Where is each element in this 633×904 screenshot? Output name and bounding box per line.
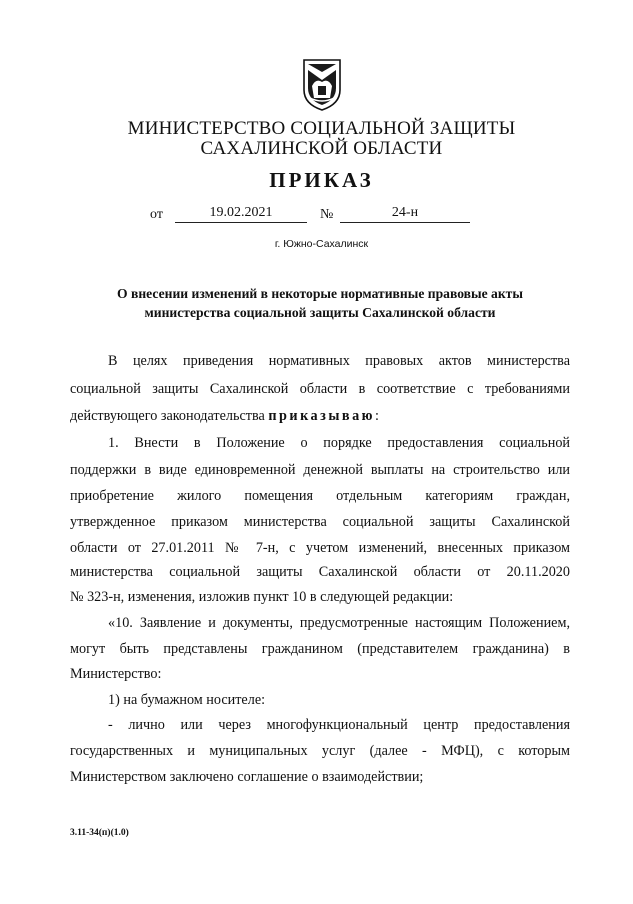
date-number-line [150, 205, 480, 227]
p4-line1: 1) на бумажном носителе: [108, 692, 266, 708]
ministry-name-line2: САХАЛИНСКОЙ ОБЛАСТИ [200, 138, 443, 159]
p2-line7: № 323-н, изменения, изложив пункт 10 в следующей редакции: [70, 589, 454, 605]
p1-line3-start: действующего законодательства [70, 408, 269, 424]
city-label: г. Южно-Сахалинск [274, 238, 369, 250]
subject-line1: О внесении изменений в некоторые нормативные правовые акты [117, 286, 523, 301]
p1-line2: социальной защиты Сахалинской области в соответствие с требованиями [70, 381, 570, 397]
number-label: № [320, 207, 334, 222]
sakhalin-coat-of-arms-icon [298, 58, 346, 112]
p1-line3-end: : [375, 408, 379, 424]
order-subject [80, 284, 560, 322]
p1-line3 [70, 407, 570, 426]
p1-line3-order-word: приказываю [268, 408, 376, 424]
number-value: 24-н [340, 205, 470, 223]
p1-line1: В целях приведения нормативных правовых актов министерства [108, 353, 570, 369]
subject-line2: министерства социальной защиты Сахалинской области [144, 305, 496, 320]
p3-line1: «10. Заявление и документы, предусмотренные настоящим Положением, [108, 615, 570, 631]
p2-line4: утвержденное приказом министерства социальной защиты Сахалинской [70, 514, 570, 530]
p3-line3: Министерство: [70, 666, 162, 682]
p5-line3: Министерством заключено соглашение о взаимодействии; [70, 769, 424, 785]
p2-line3: приобретение жилого помещения отдельным категориям граждан, [70, 488, 570, 504]
p2-line5: области от 27.01.2011 № 7-н, с учетом изменений, внесенных приказом [70, 540, 570, 556]
form-code: 3.11-34(п)(1.0) [70, 828, 129, 838]
date-label: от [150, 207, 163, 222]
p2-line1: 1. Внести в Положение о порядке предоставления социальной [108, 435, 570, 451]
document-type-title: ПРИКАЗ [269, 168, 374, 192]
p5-line2: государственных и муниципальных услуг (далее - МФЦ), с которым [70, 743, 570, 759]
p2-line2: поддержки в виде единовременной денежной выплаты на строительство или [70, 462, 570, 478]
p5-line1: - лично или через многофункциональный центр предоставления [108, 717, 570, 733]
date-value: 19.02.2021 [175, 205, 307, 223]
p2-line6: министерства социальной защиты Сахалинской области от 20.11.2020 [70, 564, 570, 580]
p3-line2: могут быть представлены гражданином (представителем гражданина) в [70, 641, 570, 657]
ministry-name-line1: МИНИСТЕРСТВО СОЦИАЛЬНОЙ ЗАЩИТЫ [127, 118, 516, 139]
